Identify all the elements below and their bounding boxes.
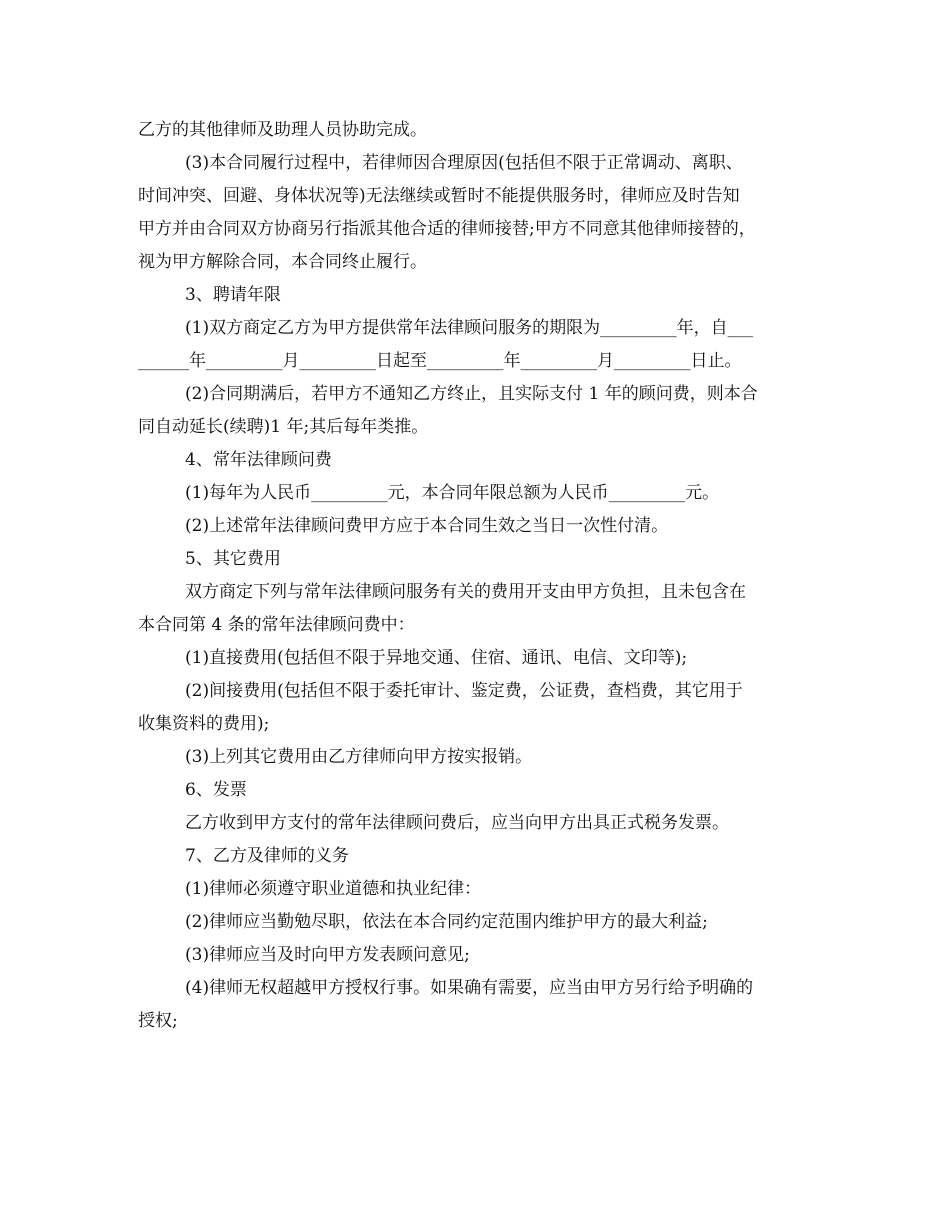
text-line: (1)每年为人民币_________元，本合同年限总额为人民币_________元。 [185, 483, 720, 503]
text-line: (2)合同期满后，若甲方不通知乙方终止，且实际支付 1 年的顾问费，则本合 [185, 384, 758, 404]
text-line: 乙方的其他律师及助理人员协助完成。 [138, 120, 427, 140]
text-line: (1)律师必须遵守职业道德和执业纪律： [185, 879, 482, 899]
text-line: ______年_________月_________日起至_________年_________月_________日止。 [138, 351, 742, 371]
text-line: (1)直接费用(包括但不限于异地交通、住宿、通讯、电信、文印等); [185, 648, 688, 668]
text-line: 时间冲突、回避、身体状况等)无法继续或暂时不能提供服务时，律师应及时告知 [138, 186, 740, 206]
text-line: (3)本合同履行过程中，若律师因合理原因(包括但不限于正常调动、离职、 [185, 153, 743, 173]
text-line: (3)上列其它费用由乙方律师向甲方按实报销。 [185, 747, 533, 767]
text-line: (3)律师应当及时向甲方发表顾问意见; [185, 945, 470, 965]
text-line: 同自动延长(续聘)1 年;其后每年类推。 [138, 417, 429, 437]
section-heading: 4、常年法律顾问费 [185, 450, 332, 470]
text-line: 双方商定下列与常年法律顾问服务有关的费用开支由甲方负担，且未包含在 [185, 582, 746, 602]
section-heading: 6、发票 [185, 780, 247, 800]
text-line: 视为甲方解除合同，本合同终止履行。 [138, 252, 427, 272]
text-line: (1)双方商定乙方为甲方提供常年法律顾问服务的期限为_________年，自___ [185, 318, 754, 338]
text-line: (2)上述常年法律顾问费甲方应于本合同生效之当日一次性付清。 [185, 516, 669, 536]
text-line: 收集资料的费用); [138, 714, 270, 734]
section-heading: 5、其它费用 [185, 549, 281, 569]
text-line: (4)律师无权超越甲方授权行事。如果确有需要，应当由甲方另行给予明确的 [185, 978, 754, 998]
section-heading: 3、聘请年限 [185, 285, 281, 305]
text-line: (2)律师应当勤勉尽职，依法在本合同约定范围内维护甲方的最大利益; [185, 912, 708, 932]
section-heading: 7、乙方及律师的义务 [185, 846, 349, 866]
text-line: 授权; [138, 1011, 178, 1031]
text-line: 乙方收到甲方支付的常年法律顾问费后，应当向甲方出具正式税务发票。 [185, 813, 729, 833]
text-line: 本合同第 4 条的常年法律顾问费中： [138, 615, 415, 635]
text-line: (2)间接费用(包括但不限于委托审计、鉴定费，公证费，查档费，其它用于 [185, 681, 743, 701]
text-line: 甲方并由合同双方协商另行指派其他合适的律师接替;甲方不同意其他律师接替的， [138, 219, 756, 239]
document-body [138, 114, 818, 1038]
